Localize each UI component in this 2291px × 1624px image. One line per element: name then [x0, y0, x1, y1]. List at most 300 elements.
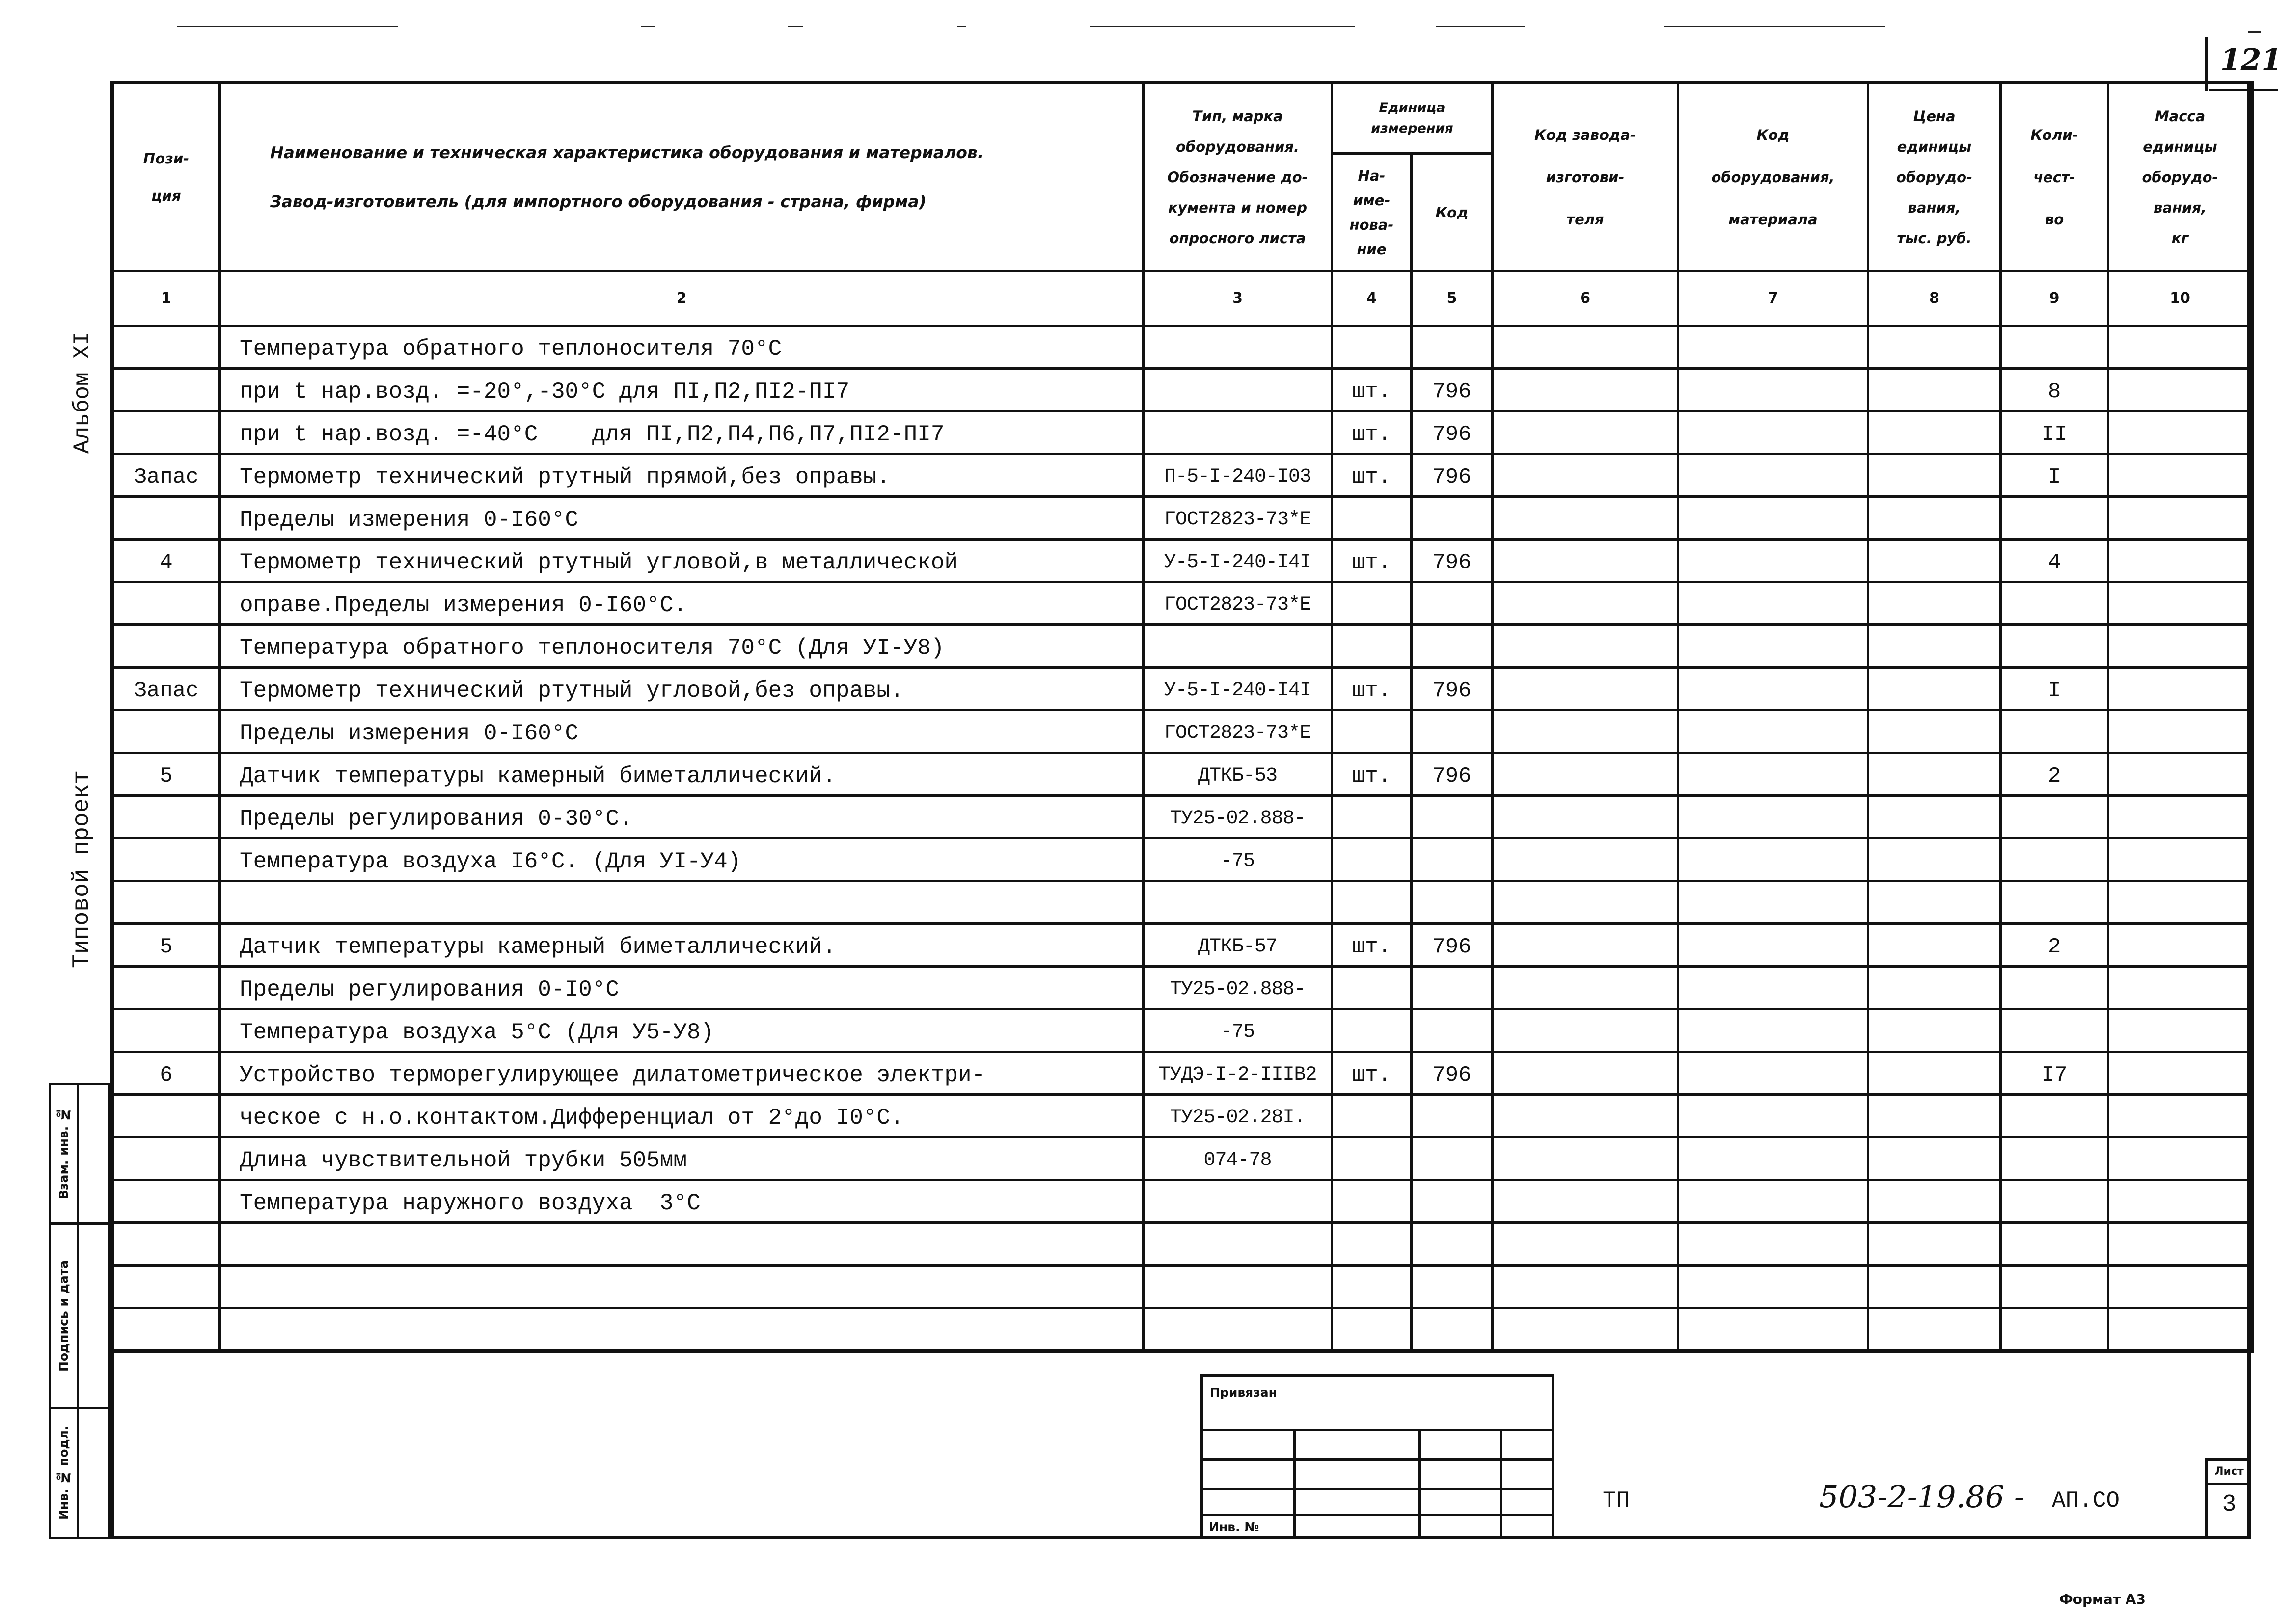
cell-mass [2108, 1052, 2253, 1095]
document-code: 503-2-19.86 - [1819, 1479, 2024, 1515]
cell-price [1868, 710, 2001, 753]
cell-type-document: ДТКБ-57 [1144, 924, 1332, 967]
header-equipment-code: Код оборудования, материала [1678, 83, 1868, 271]
cell-equipment-code [1678, 540, 1868, 582]
cell-type-document: ГОСТ2823-73*Е [1144, 582, 1332, 625]
cell-quantity: II [2001, 411, 2108, 454]
page-number: 121 [2220, 43, 2282, 77]
cell-mass [2108, 1137, 2253, 1180]
column-number: 5 [1412, 271, 1493, 326]
cell-type-document: ТУ25-02.888- [1144, 967, 1332, 1009]
cell-position [112, 1009, 220, 1052]
cell-quantity: 2 [2001, 753, 2108, 796]
cell-quantity: 2 [2001, 924, 2108, 967]
cell-type-document: ГОСТ2823-73*Е [1144, 497, 1332, 540]
cell-type-document: ГОСТ2823-73*Е [1144, 710, 1332, 753]
cell-unit-code [1412, 1180, 1493, 1223]
header-name: Наименование и техническая характеристика оборудования и материалов. Завод-изготовитель (для импортного оборудования - страна, фирма) [220, 83, 1144, 271]
cell-maker-code [1493, 1095, 1678, 1137]
table-row [112, 710, 2253, 753]
cell-price [1868, 967, 2001, 1009]
cell-quantity [2001, 497, 2108, 540]
cell-quantity: 4 [2001, 540, 2108, 582]
cell-unit-code [1412, 582, 1493, 625]
cell-name [220, 881, 1144, 924]
cell-quantity [2001, 1308, 2108, 1351]
cell-price [1868, 796, 2001, 839]
cell-mass [2108, 454, 2253, 497]
cell-equipment-code [1678, 839, 1868, 881]
cell-quantity [2001, 1095, 2108, 1137]
table-row [112, 369, 2253, 411]
header-unit: Единица измерения [1332, 83, 1493, 154]
cell-equipment-code [1678, 668, 1868, 710]
cell-position [112, 411, 220, 454]
table-row [112, 1266, 2253, 1308]
cell-position [112, 839, 220, 881]
cell-mass [2108, 967, 2253, 1009]
series-label: ТП [1603, 1488, 1630, 1514]
cell-quantity [2001, 1009, 2108, 1052]
cell-name: Устройство терморегулирующее дилатометрическое электри- [220, 1052, 1144, 1095]
cell-maker-code [1493, 454, 1678, 497]
cell-type-document: ТУ25-02.888- [1144, 796, 1332, 839]
header-price: Цена единицы оборудо- вания, тыс. руб. [1868, 83, 2001, 271]
cell-mass [2108, 796, 2253, 839]
cell-name [220, 1223, 1144, 1266]
cell-price [1868, 582, 2001, 625]
header-type: Тип, марка оборудования. Обозначение до- кумента и номер опросного листа [1144, 83, 1332, 271]
cell-position: 6 [112, 1052, 220, 1095]
cell-type-document [1144, 411, 1332, 454]
replacement-inv-label: Взам. инв. № [56, 1108, 71, 1200]
stamp-line [1500, 1429, 1502, 1539]
bound-label: Привязан [1210, 1385, 1277, 1400]
cell-position [112, 796, 220, 839]
cell-quantity [2001, 796, 2108, 839]
cell-position [112, 1137, 220, 1180]
cell-mass [2108, 1009, 2253, 1052]
cell-type-document [1144, 1180, 1332, 1223]
top-rule [177, 26, 398, 27]
cell-unit-name [1332, 1308, 1412, 1351]
sheet-number: 3 [2222, 1491, 2236, 1518]
cell-name: при t нар.возд. =-40°С для ПI,П2,П4,П6,П7,ПI2-ПI7 [220, 411, 1144, 454]
cell-name: при t нар.возд. =-20°,-30°С для ПI,П2,ПI2-ПI7 [220, 369, 1144, 411]
cell-unit-code [1412, 1223, 1493, 1266]
cell-quantity [2001, 967, 2108, 1009]
cell-mass [2108, 881, 2253, 924]
cell-maker-code [1493, 1266, 1678, 1308]
cell-maker-code [1493, 924, 1678, 967]
cell-type-document: ТУ25-02.28I. [1144, 1095, 1332, 1137]
cell-position [112, 582, 220, 625]
cell-mass [2108, 1266, 2253, 1308]
cell-unit-code: 796 [1412, 540, 1493, 582]
cell-unit-code: 796 [1412, 753, 1493, 796]
cell-position [112, 625, 220, 668]
cell-unit-code [1412, 839, 1493, 881]
cell-position: 5 [112, 753, 220, 796]
cell-quantity: 8 [2001, 369, 2108, 411]
cell-quantity: I [2001, 668, 2108, 710]
table-row [112, 411, 2253, 454]
cell-mass [2108, 411, 2253, 454]
header-mass: Масса единицы оборудо- вания, кг [2108, 83, 2253, 271]
cell-unit-name [1332, 839, 1412, 881]
cell-equipment-code [1678, 369, 1868, 411]
cell-name: Датчик температуры камерный биметаллический. [220, 924, 1144, 967]
cell-position: 4 [112, 540, 220, 582]
inv-label: Инв. № [1209, 1520, 1259, 1534]
cell-unit-name: шт. [1332, 1052, 1412, 1095]
cell-position: Запас [112, 454, 220, 497]
cell-price [1868, 924, 2001, 967]
table-row [112, 967, 2253, 1009]
cell-mass [2108, 1223, 2253, 1266]
table-row [112, 582, 2253, 625]
cell-equipment-code [1678, 924, 1868, 967]
column-number: 3 [1144, 271, 1332, 326]
table-row [112, 839, 2253, 881]
cell-equipment-code [1678, 1223, 1868, 1266]
cell-unit-name [1332, 1266, 1412, 1308]
table-row [112, 326, 2253, 369]
cell-position [112, 967, 220, 1009]
cell-name: Температура обратного теплоносителя 70°С [220, 326, 1144, 369]
bound-stamp [1200, 1374, 1554, 1539]
specification-table [110, 81, 2254, 1353]
cell-unit-name: шт. [1332, 540, 1412, 582]
cell-quantity [2001, 1223, 2108, 1266]
table-row [112, 540, 2253, 582]
cell-unit-name [1332, 1180, 1412, 1223]
cell-price [1868, 881, 2001, 924]
cell-equipment-code [1678, 1052, 1868, 1095]
cell-type-document [1144, 1223, 1332, 1266]
cell-type-document: -75 [1144, 839, 1332, 881]
cell-maker-code [1493, 881, 1678, 924]
cell-unit-code [1412, 1095, 1493, 1137]
cell-equipment-code [1678, 1095, 1868, 1137]
cell-maker-code [1493, 1137, 1678, 1180]
cell-equipment-code [1678, 454, 1868, 497]
column-number: 4 [1332, 271, 1412, 326]
column-number: 1 [112, 271, 220, 326]
cell-equipment-code [1678, 710, 1868, 753]
stamp-line [1418, 1429, 1421, 1539]
cell-maker-code [1493, 796, 1678, 839]
column-number: 2 [220, 271, 1144, 326]
cell-quantity [2001, 710, 2108, 753]
cell-unit-code: 796 [1412, 1052, 1493, 1095]
cell-unit-name [1332, 1009, 1412, 1052]
cell-equipment-code [1678, 967, 1868, 1009]
top-rule [957, 26, 966, 27]
cell-price [1868, 1137, 2001, 1180]
column-number: 6 [1493, 271, 1678, 326]
cell-maker-code [1493, 753, 1678, 796]
column-number: 9 [2001, 271, 2108, 326]
cell-unit-code: 796 [1412, 924, 1493, 967]
left-stamp [49, 1083, 110, 1539]
cell-equipment-code [1678, 796, 1868, 839]
table-row [112, 796, 2253, 839]
cell-maker-code [1493, 1308, 1678, 1351]
cell-name: Длина чувствительной трубки 505мм [220, 1137, 1144, 1180]
table-row [112, 497, 2253, 540]
cell-mass [2108, 1180, 2253, 1223]
cell-quantity [2001, 1266, 2108, 1308]
signature-date-label: Подпись и дата [56, 1260, 71, 1372]
cell-position [112, 326, 220, 369]
top-rule [2248, 31, 2261, 33]
cell-mass [2108, 497, 2253, 540]
cell-type-document [1144, 326, 1332, 369]
cell-unit-code [1412, 497, 1493, 540]
cell-name: Термометр технический ртутный прямой,без оправы. [220, 454, 1144, 497]
cell-maker-code [1493, 1223, 1678, 1266]
cell-price [1868, 1266, 2001, 1308]
cell-name: Термометр технический ртутный угловой,без оправы. [220, 668, 1144, 710]
cell-type-document: У-5-I-240-I4I [1144, 540, 1332, 582]
cell-maker-code [1493, 1009, 1678, 1052]
cell-mass [2108, 1095, 2253, 1137]
table-row [112, 924, 2253, 967]
top-rule [1090, 26, 1355, 27]
cell-price [1868, 369, 2001, 411]
cell-type-document: ТУДЭ-I-2-IIIВ2 [1144, 1052, 1332, 1095]
cell-quantity: I [2001, 454, 2108, 497]
cell-equipment-code [1678, 753, 1868, 796]
header-position: Пози- ция [112, 83, 220, 271]
cell-price [1868, 1180, 2001, 1223]
cell-name: Температура обратного теплоносителя 70°С (Для УI-У8) [220, 625, 1144, 668]
cell-unit-code [1412, 1266, 1493, 1308]
table-row [112, 753, 2253, 796]
cell-maker-code [1493, 540, 1678, 582]
cell-mass [2108, 369, 2253, 411]
sheet-box-line [2208, 1483, 2251, 1485]
cell-type-document: ДТКБ-53 [1144, 753, 1332, 796]
top-rule [641, 26, 655, 27]
cell-name: Пределы измерения 0-I60°С [220, 710, 1144, 753]
cell-mass [2108, 625, 2253, 668]
cell-price [1868, 1095, 2001, 1137]
format-label: Формат А3 [2059, 1591, 2146, 1607]
cell-name [220, 1308, 1144, 1351]
cell-equipment-code [1678, 881, 1868, 924]
table-row [112, 625, 2253, 668]
cell-type-document [1144, 1308, 1332, 1351]
cell-price [1868, 411, 2001, 454]
cell-quantity [2001, 1180, 2108, 1223]
top-rule [788, 26, 803, 27]
cell-name: Пределы регулирования 0-I0°С [220, 967, 1144, 1009]
cell-unit-name [1332, 1137, 1412, 1180]
cell-price [1868, 1009, 2001, 1052]
top-rule [1436, 26, 1525, 27]
cell-maker-code [1493, 1180, 1678, 1223]
project-kind-label: Типовой проект [69, 770, 95, 968]
cell-name: Датчик температуры камерный биметаллический. [220, 753, 1144, 796]
cell-unit-name [1332, 497, 1412, 540]
cell-maker-code [1493, 497, 1678, 540]
cell-position [112, 881, 220, 924]
column-number: 8 [1868, 271, 2001, 326]
cell-unit-name [1332, 796, 1412, 839]
cell-type-document: 074-78 [1144, 1137, 1332, 1180]
cell-unit-name: шт. [1332, 411, 1412, 454]
cell-unit-name [1332, 326, 1412, 369]
header-maker-code: Код завода- изготови- теля [1493, 83, 1678, 271]
table-row [112, 1095, 2253, 1137]
cell-maker-code [1493, 1052, 1678, 1095]
table-row [112, 454, 2253, 497]
cell-unit-name: шт. [1332, 753, 1412, 796]
cell-maker-code [1493, 668, 1678, 710]
cell-position [112, 1308, 220, 1351]
cell-name: Пределы регулирования 0-30°С. [220, 796, 1144, 839]
cell-quantity: I7 [2001, 1052, 2108, 1095]
document-suffix: АП.СО [2052, 1488, 2120, 1514]
cell-position [112, 497, 220, 540]
table-row [112, 1308, 2253, 1351]
table-row [112, 1009, 2253, 1052]
table-row [112, 1180, 2253, 1223]
cell-maker-code [1493, 411, 1678, 454]
table-row [112, 668, 2253, 710]
cell-unit-code [1412, 1137, 1493, 1180]
cell-equipment-code [1678, 1180, 1868, 1223]
table-body [112, 326, 2253, 1351]
cell-unit-name [1332, 710, 1412, 753]
cell-name: Температура воздуха I6°С. (Для УI-У4) [220, 839, 1144, 881]
cell-price [1868, 454, 2001, 497]
cell-name: оправе.Пределы измерения 0-I60°С. [220, 582, 1144, 625]
top-rule [1664, 26, 1885, 27]
cell-mass [2108, 1308, 2253, 1351]
cell-unit-name: шт. [1332, 668, 1412, 710]
cell-unit-code: 796 [1412, 369, 1493, 411]
cell-position [112, 1180, 220, 1223]
cell-quantity [2001, 881, 2108, 924]
left-stamp-divider [77, 1085, 79, 1537]
cell-unit-code: 796 [1412, 411, 1493, 454]
sheet-box [2205, 1458, 2251, 1539]
cell-name: Пределы измерения 0-I60°С [220, 497, 1144, 540]
cell-position [112, 1095, 220, 1137]
cell-mass [2108, 710, 2253, 753]
cell-type-document [1144, 369, 1332, 411]
cell-price [1868, 326, 2001, 369]
column-number: 10 [2108, 271, 2253, 326]
cell-position [112, 369, 220, 411]
cell-unit-code: 796 [1412, 454, 1493, 497]
table-row [112, 1137, 2253, 1180]
cell-maker-code [1493, 369, 1678, 411]
cell-mass [2108, 582, 2253, 625]
cell-price [1868, 668, 2001, 710]
cell-price [1868, 625, 2001, 668]
cell-mass [2108, 839, 2253, 881]
stamp-line [1293, 1429, 1296, 1539]
cell-unit-code [1412, 967, 1493, 1009]
cell-name: Термометр технический ртутный угловой,в металлической [220, 540, 1144, 582]
cell-unit-code [1412, 796, 1493, 839]
table-row [112, 1223, 2253, 1266]
cell-name: Температура наружного воздуха 3°С [220, 1180, 1144, 1223]
cell-position [112, 710, 220, 753]
cell-unit-code: 796 [1412, 668, 1493, 710]
table-row [112, 1052, 2253, 1095]
cell-price [1868, 839, 2001, 881]
original-inv-label: Инв. № подл. [56, 1425, 71, 1520]
cell-position: 5 [112, 924, 220, 967]
cell-maker-code [1493, 710, 1678, 753]
table-row [112, 881, 2253, 924]
cell-unit-code [1412, 326, 1493, 369]
cell-equipment-code [1678, 625, 1868, 668]
cell-quantity [2001, 326, 2108, 369]
cell-price [1868, 1308, 2001, 1351]
cell-equipment-code [1678, 1137, 1868, 1180]
cell-position [112, 1223, 220, 1266]
cell-mass [2108, 753, 2253, 796]
cell-maker-code [1493, 582, 1678, 625]
cell-unit-name [1332, 625, 1412, 668]
cell-unit-name: шт. [1332, 924, 1412, 967]
cell-equipment-code [1678, 1308, 1868, 1351]
cell-unit-code [1412, 881, 1493, 924]
cell-maker-code [1493, 839, 1678, 881]
cell-position [112, 1266, 220, 1308]
cell-unit-name: шт. [1332, 454, 1412, 497]
cell-quantity [2001, 839, 2108, 881]
cell-mass [2108, 540, 2253, 582]
cell-mass [2108, 668, 2253, 710]
album-label: Альбом XI [70, 331, 95, 454]
cell-name [220, 1266, 1144, 1308]
cell-mass [2108, 326, 2253, 369]
cell-unit-name [1332, 881, 1412, 924]
cell-unit-name [1332, 582, 1412, 625]
cell-maker-code [1493, 967, 1678, 1009]
header-quantity: Коли- чест- во [2001, 83, 2108, 271]
cell-equipment-code [1678, 326, 1868, 369]
cell-type-document [1144, 625, 1332, 668]
header-unit-code: Код [1412, 154, 1493, 271]
cell-quantity [2001, 582, 2108, 625]
sheet-label: Лист [2214, 1465, 2244, 1478]
cell-price [1868, 753, 2001, 796]
header-unit-name: На- име- нова- ние [1332, 154, 1412, 271]
cell-price [1868, 540, 2001, 582]
cell-unit-code [1412, 1308, 1493, 1351]
cell-quantity [2001, 1137, 2108, 1180]
header-row [112, 83, 2253, 154]
cell-type-document: -75 [1144, 1009, 1332, 1052]
cell-quantity [2001, 625, 2108, 668]
cell-name: ческое с н.о.контактом.Дифференциал от 2°до I0°С. [220, 1095, 1144, 1137]
cell-maker-code [1493, 326, 1678, 369]
column-number-row [112, 271, 2253, 326]
cell-equipment-code [1678, 411, 1868, 454]
cell-position: Запас [112, 668, 220, 710]
column-number: 7 [1678, 271, 1868, 326]
cell-maker-code [1493, 625, 1678, 668]
cell-unit-code [1412, 1009, 1493, 1052]
